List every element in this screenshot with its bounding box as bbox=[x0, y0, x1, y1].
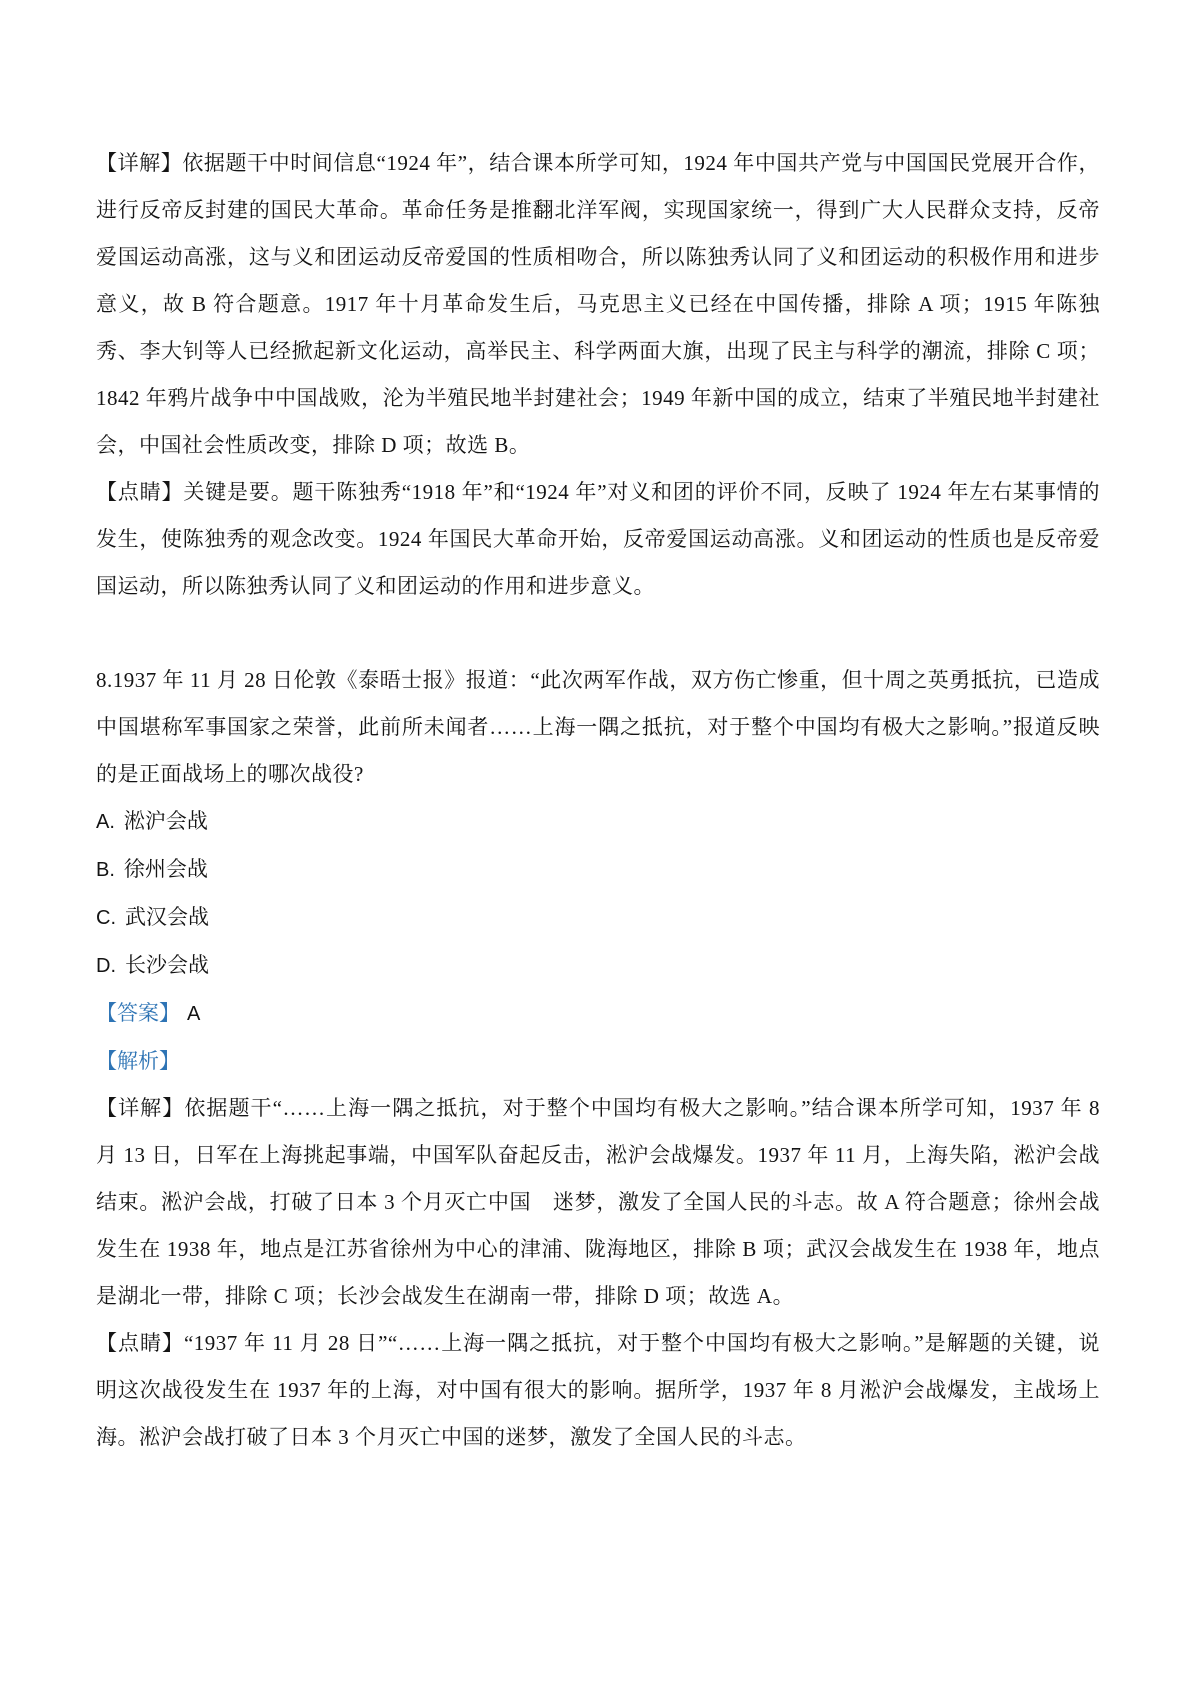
detail-label: 【详解】 bbox=[96, 151, 183, 175]
tip-text: 关键是要。题干陈独秀“1918 年”和“1924 年”对义和团的评价不同，反映了 1924 年左右某事情的发生，使陈独秀的观念改变。1924 年国民大革命开始，反帝爱国运动高涨。义和团运动的性质也是反帝爱国运动，所以陈独秀认同了义和团运动的作用和进步意义。 bbox=[96, 480, 1101, 598]
question-8 bbox=[96, 657, 1100, 1461]
q8-option-d bbox=[96, 942, 1100, 990]
option-letter: A. bbox=[96, 811, 115, 833]
question-7-explanation bbox=[96, 140, 1100, 610]
analysis-label: 【解析】 bbox=[96, 1049, 180, 1073]
tip-label: 【点睛】 bbox=[96, 480, 184, 504]
q8-tip-paragraph bbox=[96, 1320, 1100, 1461]
detail-text: 依据题干中时间信息“1924 年”，结合课本所学可知，1924 年中国共产党与中国国民党展开合作，进行反帝反封建的国民大革命。革命任务是推翻北洋军阀，实现国家统一，得到广大人民群众支持，反帝爱国运动高涨，这与义和团运动反帝爱国的性质相吻合，所以陈独秀认同了义和团运动的积极作用和进步意义，故 B 符合题意。1917 年十月革命发生后，马克思主义已经在中国传播，排除 A 项；1915 年陈独秀、李大钊等人已经掀起新文化运动，高举民主、科学两面大旗，出现了民主与科学的潮流，排除 C 项；1842 年鸦片战争中中国战败，沦为半殖民地半封建社会；1949 年新中国的成立，结束了半殖民地半封建社会，中国社会性质改变，排除 D 项；故选 B。 bbox=[96, 151, 1100, 457]
blank-line-separator bbox=[96, 610, 1100, 657]
q8-detail-paragraph bbox=[96, 1085, 1100, 1320]
q8-option-c bbox=[96, 894, 1100, 942]
q8-option-a bbox=[96, 798, 1100, 846]
q8-option-b bbox=[96, 846, 1100, 894]
q7-tip-paragraph bbox=[96, 469, 1100, 610]
option-text: 淞沪会战 bbox=[123, 809, 208, 833]
q8-stem: 8.1937 年 11 月 28 日伦敦《泰晤士报》报道：“此次两军作战，双方伤亡惨重，但十周之英勇抵抗，已造成中国堪称军事国家之荣誉，此前所未闻者……上海一隅之抵抗，对于整个中国均有极大之影响。”报道反映的是正面战场上的哪次战役? bbox=[96, 668, 1100, 786]
detail-text: 依据题干“……上海一隅之抵抗，对于整个中国均有极大之影响。”结合课本所学可知，1937 年 8 月 13 日，日军在上海挑起事端，中国军队奋起反击，淞沪会战爆发。1937 年 11 月，上海失陷，淞沪会战结束。淞沪会战，打破了日本 3 个月灭亡中国 迷梦，激发了全国人民的斗志。故 A 符合题意；徐州会战发生在 1938 年，地点是江苏省徐州为中心的津浦、陇海地区，排除 B 项；武汉会战发生在 1938 年，地点是湖北一带，排除 C 项；长沙会战发生在湖南一带，排除 D 项；故选 A。 bbox=[96, 1096, 1101, 1308]
detail-label: 【详解】 bbox=[96, 1096, 185, 1120]
option-letter: C. bbox=[96, 907, 116, 929]
q7-detail-paragraph bbox=[96, 140, 1100, 469]
tip-label: 【点睛】 bbox=[96, 1331, 184, 1355]
q8-answer-line bbox=[96, 990, 1100, 1038]
option-text: 徐州会战 bbox=[123, 857, 208, 881]
answer-label: 【答案】 bbox=[96, 1001, 180, 1025]
answer-value: A bbox=[187, 1003, 201, 1025]
option-text: 长沙会战 bbox=[125, 953, 209, 977]
option-text: 武汉会战 bbox=[125, 905, 209, 929]
option-letter: D. bbox=[96, 955, 116, 977]
option-letter: B. bbox=[96, 859, 115, 881]
q8-analysis-line bbox=[96, 1038, 1100, 1085]
tip-text: “1937 年 11 月 28 日”“……上海一隅之抵抗，对于整个中国均有极大之影响。”是解题的关键，说明这次战役发生在 1937 年的上海，对中国有很大的影响。据所学，1937 年 8 月淞沪会战爆发，主战场上海。淞沪会战打破了日本 3 个月灭亡中国的迷梦，激发了全国人民的斗志。 bbox=[96, 1331, 1100, 1449]
